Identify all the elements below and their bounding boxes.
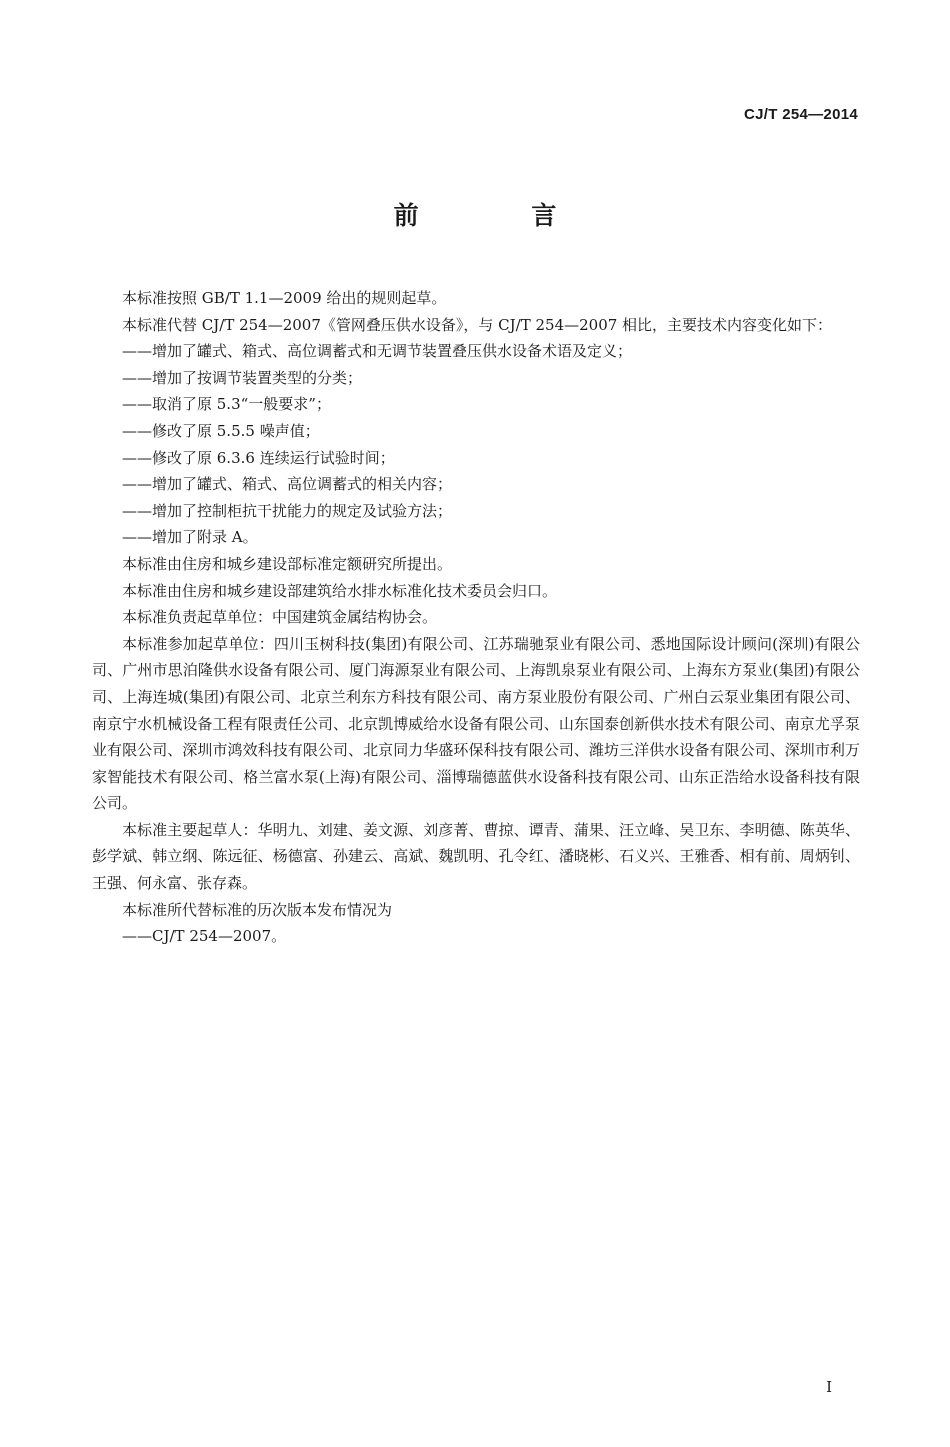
paragraph: 本标准由住房和城乡建设部建筑给水排水标准化技术委员会归口。 — [122, 581, 558, 600]
list-item: ——增加了按调节装置类型的分类； — [122, 368, 363, 387]
list-item: ——增加了罐式、箱式、高位调蓄式的相关内容； — [122, 475, 453, 494]
paragraph: 本标准由住房和城乡建设部标准定额研究所提出。 — [122, 554, 453, 573]
list-item: ——增加了罐式、箱式、高位调蓄式和无调节装置叠压供水设备术语及定义； — [122, 342, 633, 361]
list-item: ——CJ/T 254—2007。 — [122, 927, 287, 946]
list-item: ——修改了原 6.3.6 连续运行试验时间； — [122, 448, 395, 467]
paragraph: 本标准负责起草单位：中国建筑金属结构协会。 — [122, 608, 438, 627]
paragraph: 本标准代替 CJ/T 254—2007《管网叠压供水设备》，与 CJ/T 254—2007 相比，主要技术内容变化如下： — [122, 315, 833, 334]
list-item: ——取消了原 5.3“一般要求”； — [122, 395, 331, 414]
page-title: 前 言 — [393, 201, 609, 230]
standard-code: CJ/T 254—2014 — [744, 106, 858, 123]
list-item: ——增加了控制柜抗干扰能力的规定及试验方法； — [122, 501, 453, 520]
paragraph-drafters: 本标准主要起草人：华明九、刘建、姜文源、刘彦菁、曹掠、谭青、蒲果、汪立峰、吴卫东、李明德、陈英华、彭学斌、韩立纲、陈远征、杨德富、孙建云、高斌、魏凯明、孔令红、潘晓彬、石义兴、王雅香、相有前、周炳钊、王强、何永富、张存森。 — [92, 820, 860, 893]
list-item: ——增加了附录 A。 — [122, 528, 258, 547]
paragraph: 本标准按照 GB/T 1.1—2009 给出的规则起草。 — [122, 289, 447, 307]
paragraph: 本标准所代替标准的历次版本发布情况为 — [122, 900, 393, 919]
foreword-body — [92, 285, 860, 950]
list-item: ——修改了原 5.5.5 噪声值； — [122, 421, 320, 440]
page-number: I — [826, 1378, 832, 1396]
paragraph-participating-units: 本标准参加起草单位：四川玉树科技(集团)有限公司、江苏瑞驰泵业有限公司、悉地国际设计顾问(深圳)有限公司、广州市思泊隆供水设备有限公司、厦门海源泵业有限公司、上海凯泉泵业有限公司、上海东方泵业(集团)有限公司、上海连城(集团)有限公司、北京兰利东方科技有限公司、南方泵业股份有限公司、广州白云泵业集团有限公司、南京宁水机械设备工程有限责任公司、北京凯博威给水设备有限公司、山东国泰创新供水技术有限公司、南京尤孚泵业有限公司、深圳市鸿效科技有限公司、北京同力华盛环保科技有限公司、潍坊三洋供水设备有限公司、深圳市利万家智能技术有限公司、格兰富水泵(上海)有限公司、淄博瑞德蓝供水设备科技有限公司、山东正浩给水设备科技有限公司。 — [92, 634, 860, 813]
